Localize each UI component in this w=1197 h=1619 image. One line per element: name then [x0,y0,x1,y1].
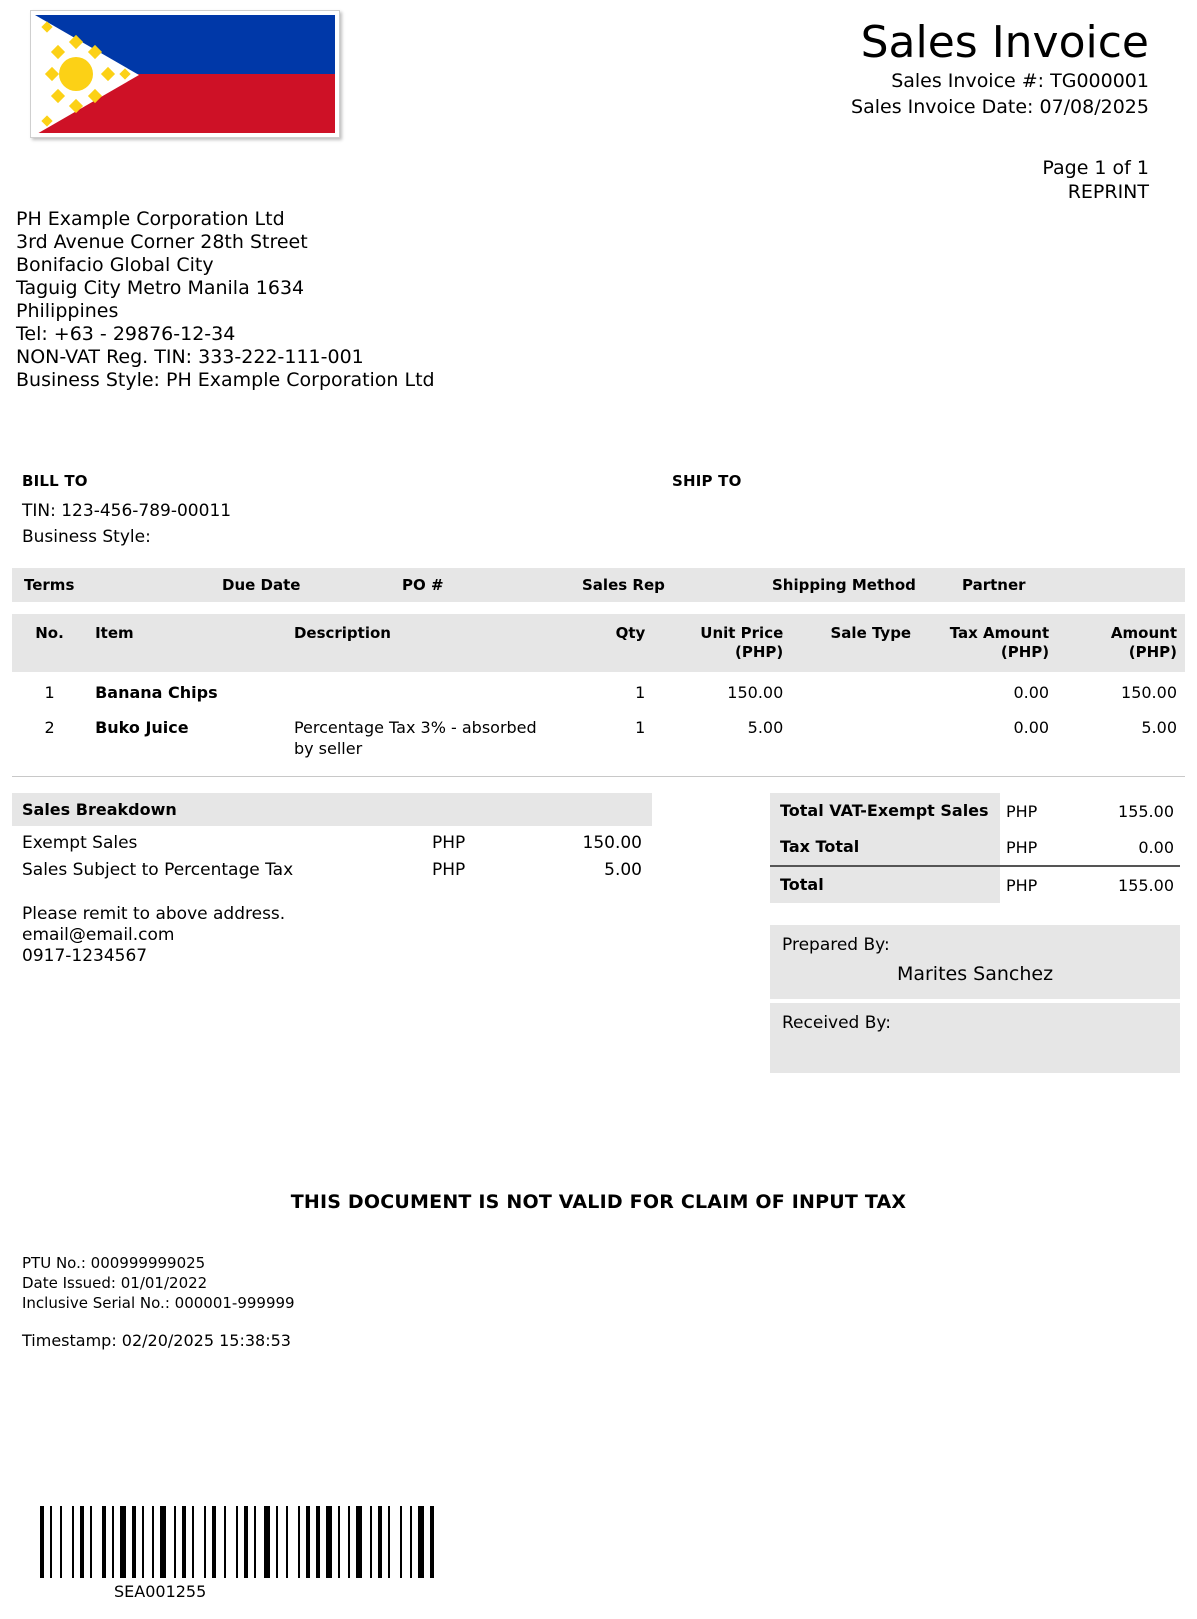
row-unit-price: 150.00 [727,683,784,702]
breakdown-currency: PHP [432,860,466,880]
summary-section [0,777,1197,1073]
row-sale-type [791,710,919,766]
total-value: 155.00 [1070,793,1180,829]
invoice-date: Sales Invoice Date: 07/08/2025 [851,96,1149,118]
col-unit-price [653,614,791,672]
received-by-name [782,1033,1168,1041]
company-name: PH Example Corporation Ltd [16,208,285,230]
col-item: Item [87,614,286,672]
ship-to-block [672,472,742,550]
line-items-table [12,614,1185,766]
col-unit-price-line1: Unit Price [700,624,784,642]
row-tax-amount: 0.00 [1013,683,1050,702]
total-currency: PHP [1000,793,1070,829]
total-label: Tax Total [780,837,860,856]
company-address-2: Bonifacio Global City [16,254,214,276]
col-unit-price-line2: (PHP) [735,643,784,661]
ptu-block [0,1213,1197,1313]
partner-label: Partner [962,576,1026,594]
row-unit-price: 5.00 [747,718,784,737]
page-indicator [0,138,1197,204]
total-row-grand-total [770,865,1180,903]
total-value: 0.00 [1070,829,1180,865]
breakdown-label: Sales Subject to Percentage Tax [22,860,294,880]
company-block [0,204,1197,392]
total-currency: PHP [1000,829,1070,865]
bill-to-tin: TIN: 123-456-789-00011 [22,501,232,521]
breakdown-value: 150.00 [582,833,642,853]
table-header-row [12,614,1185,672]
prepared-by-box [770,925,1180,999]
received-by-label: Received By: [782,1013,891,1033]
col-qty: Qty [556,614,653,672]
prepared-by-name: Marites Sanchez [896,963,1054,985]
remit-line-1: Please remit to above address. [22,904,286,924]
row-description [286,672,556,710]
title-block [851,10,1149,120]
table-row [12,672,1185,710]
row-sale-type [791,672,919,710]
company-business-style: Business Style: PH Example Corporation Ltd [16,369,435,391]
remittance-note [12,880,652,967]
row-description: Percentage Tax 3% - absorbed by seller [293,718,537,758]
sales-rep-label: Sales Rep [582,576,665,594]
barcode-label: SEA001255 [114,1582,207,1601]
breakdown-row [12,826,652,853]
table-row [12,710,1185,766]
due-date-label: Due Date [222,576,301,594]
ptu-number: PTU No.: 000999999025 [22,1254,206,1272]
row-item: Banana Chips [95,683,218,702]
col-amount-line2: (PHP) [1128,643,1177,661]
breakdown-row [12,853,652,880]
barcode-block [40,1506,442,1601]
shipping-method-label: Shipping Method [772,576,916,594]
page-title: Sales Invoice [860,17,1149,68]
col-amount [1057,614,1185,672]
row-no: 2 [44,718,55,737]
ptu-date-issued: Date Issued: 01/01/2022 [22,1274,208,1292]
total-label: Total VAT-Exempt Sales [780,801,989,820]
totals-block [770,793,1180,1073]
breakdown-label: Exempt Sales [22,833,138,853]
company-tin: NON-VAT Reg. TIN: 333-222-111-001 [16,346,364,368]
received-by-box [770,1003,1180,1073]
col-sale-type: Sale Type [791,614,919,672]
row-no: 1 [44,683,55,702]
total-row-tax-total [770,829,1180,865]
row-qty: 1 [635,683,646,702]
document-header [0,0,1197,138]
total-label: Total [780,875,824,894]
company-address-3: Taguig City Metro Manila 1634 [16,277,305,299]
total-value: 155.00 [1070,867,1180,903]
row-qty: 1 [635,718,646,737]
ship-to-label: SHIP TO [672,472,742,490]
bill-to-label: BILL TO [22,472,88,490]
col-no: No. [12,614,87,672]
remit-line-2: email@email.com [22,925,175,945]
breakdown-value: 5.00 [604,860,642,880]
total-row-vat-exempt [770,793,1180,829]
sales-breakdown-block [12,793,652,1073]
col-tax-amount-line2: (PHP) [1000,643,1050,661]
row-tax-amount: 0.00 [1013,718,1050,737]
row-amount: 5.00 [1141,718,1177,737]
company-tel: Tel: +63 - 29876-12-34 [16,323,236,345]
bill-to-business-style: Business Style: [22,527,151,547]
invoice-number: Sales Invoice #: TG000001 [891,70,1149,92]
company-address-1: 3rd Avenue Corner 28th Street [16,231,308,253]
prepared-by-label: Prepared By: [782,935,890,955]
row-item: Buko Juice [95,718,189,737]
col-amount-line1: Amount [1110,624,1177,642]
ptu-inclusive-serial: Inclusive Serial No.: 000001-999999 [22,1294,295,1312]
barcode-image [40,1506,442,1578]
po-number-label: PO # [402,576,444,594]
company-country: Philippines [16,300,119,322]
terms-header-bar [12,568,1185,602]
breakdown-currency: PHP [432,833,466,853]
row-amount: 150.00 [1121,683,1177,702]
timestamp: Timestamp: 02/20/2025 15:38:53 [22,1331,291,1350]
remit-line-3: 0917-1234567 [22,946,148,966]
total-currency: PHP [1000,867,1070,903]
bill-to-block [22,472,672,550]
reprint-label: REPRINT [1067,181,1149,203]
col-tax-amount [919,614,1057,672]
sales-breakdown-title: Sales Breakdown [12,793,652,826]
philippines-flag-icon [30,10,340,138]
terms-label: Terms [24,576,75,594]
col-description: Description [286,614,556,672]
page-of-label: Page 1 of 1 [1042,157,1149,179]
col-tax-amount-line1: Tax Amount [949,624,1050,642]
bill-ship-section [0,392,1197,550]
input-tax-notice: THIS DOCUMENT IS NOT VALID FOR CLAIM OF INPUT TAX [290,1191,907,1213]
